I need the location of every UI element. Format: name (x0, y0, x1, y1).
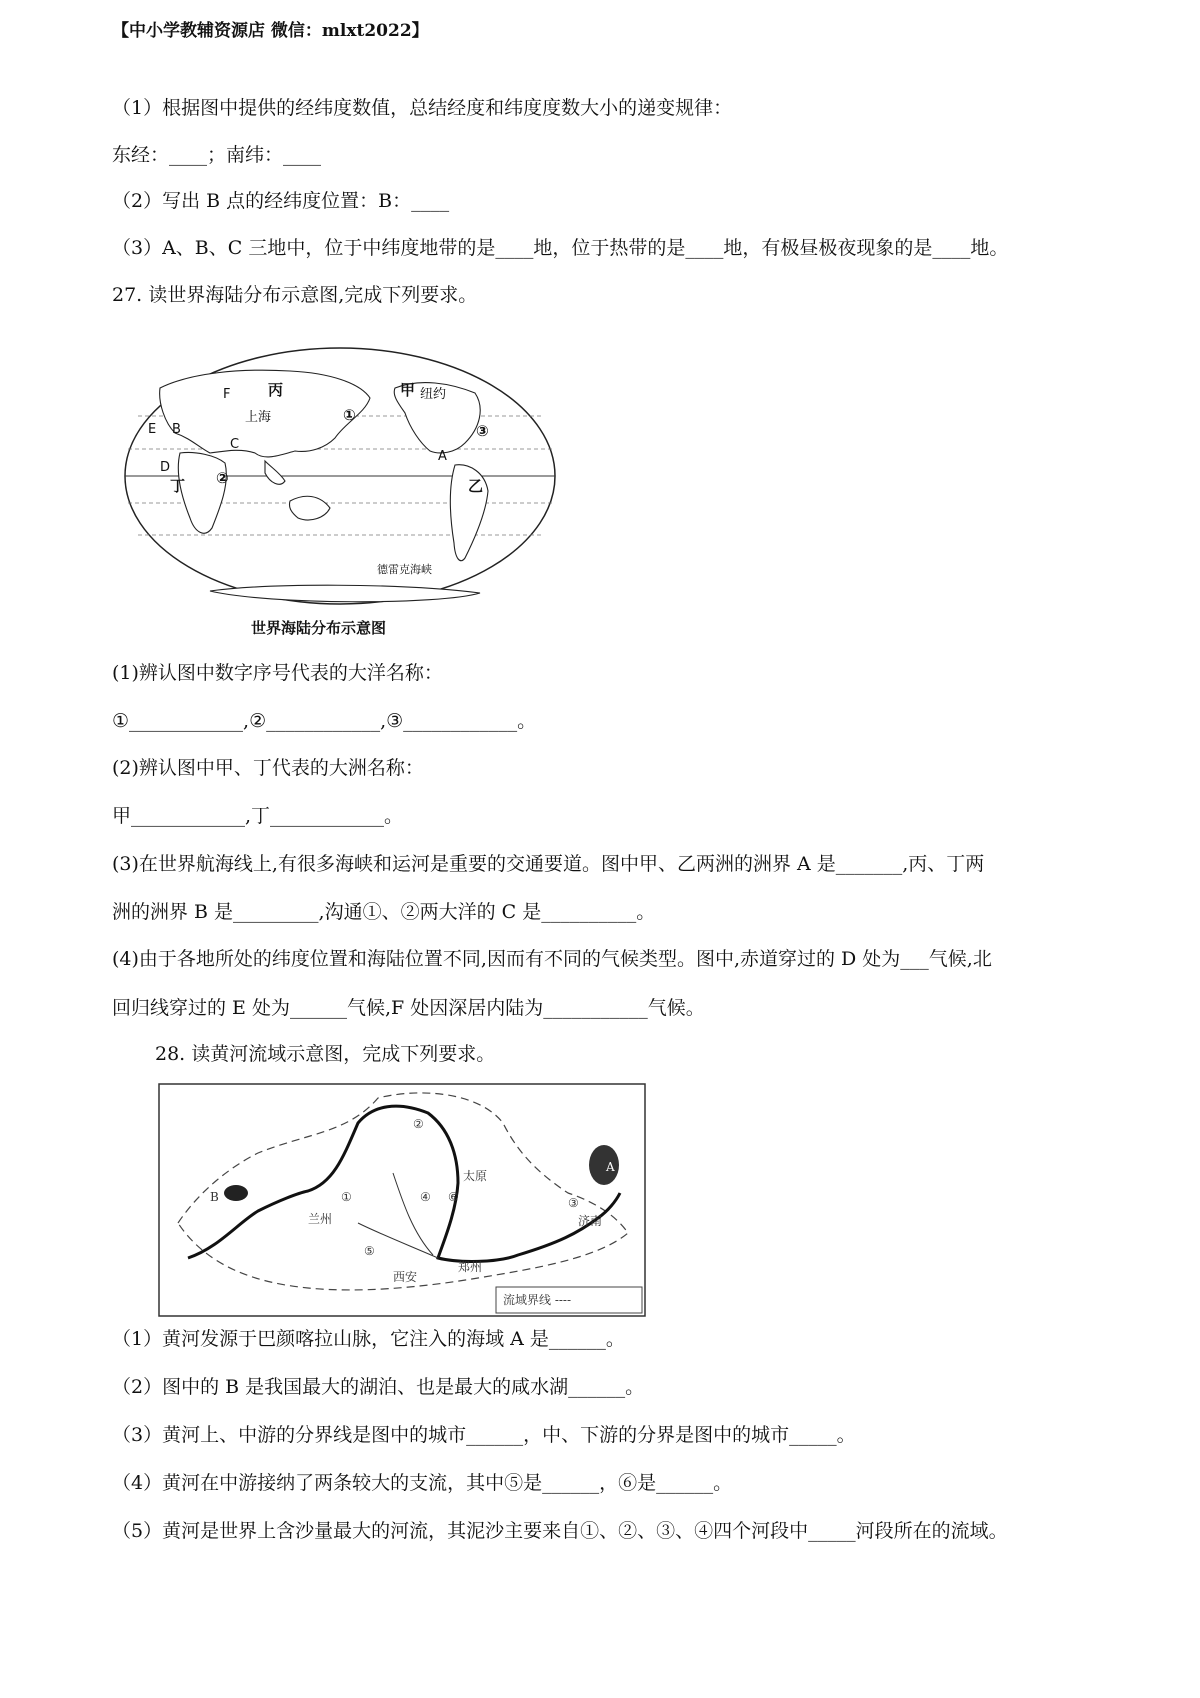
q27-part3-line2: 洲的洲界 B 是_________,沟通①、②两大洋的 C 是__________。 (112, 901, 656, 923)
label-bing: 丙 (268, 381, 284, 399)
q26-part1-blanks: 东经：____；南纬：____ (112, 144, 322, 166)
label-ding: 丁 (170, 477, 186, 495)
q28-part4: （4）黄河在中游接纳了两条较大的支流，其中⑤是______，⑥是______。 (112, 1472, 733, 1494)
label-ocean-2: ② (216, 469, 229, 487)
q27-part4-line1: (4)由于各地所处的纬度位置和海陆位置不同,因而有不同的气候类型。图中,赤道穿过的 D 处为___气候,北 (112, 948, 992, 970)
q27-part4-line2: 回归线穿过的 E 处为______气候,F 处因深居内陆为___________气候。 (112, 997, 705, 1019)
label-yi: 乙 (468, 477, 484, 495)
q26-part1: （1）根据图中提供的经纬度数值，总结经度和纬度度数大小的递变规律： (112, 97, 733, 119)
yellow-river-basin-map (158, 1083, 646, 1317)
q28-part3: （3）黄河上、中游的分界线是图中的城市______，中、下游的分界是图中的城市_____。 (112, 1424, 856, 1446)
q27-part2-blanks: 甲____________,丁____________。 (112, 805, 404, 827)
label-shanghai: 上海 (245, 410, 272, 425)
q26-part2: （2）写出 B 点的经纬度位置：B：____ (112, 190, 450, 212)
q28-part2: （2）图中的 B 是我国最大的湖泊、也是最大的咸水湖______。 (112, 1376, 645, 1398)
q27-part1: (1)辨认图中数字序号代表的大洋名称： (112, 662, 443, 684)
label-F: F (223, 387, 231, 402)
label-B: B (210, 1190, 219, 1204)
label-taiyuan: 太原 (463, 1169, 488, 1183)
source-header: 【中小学教辅资源店 微信：mlxt2022】 (112, 21, 429, 41)
label-drake-passage: 德雷克海峡 (377, 563, 432, 576)
q27-part3-line1: (3)在世界航海线上,有很多海峡和运河是重要的交通要道。图中甲、乙两洲的洲界 A 是_______,丙、丁两 (112, 853, 985, 875)
label-A: A (438, 449, 447, 464)
label-A: A (606, 1160, 615, 1174)
label-jinan: 济南 (578, 1214, 603, 1228)
label-ocean-1: ① (343, 406, 356, 424)
label-river-3: ③ (568, 1196, 579, 1210)
world-land-sea-map (120, 343, 560, 615)
q27-part2: (2)辨认图中甲、丁代表的大洲名称： (112, 757, 424, 779)
label-lanzhou: 兰州 (308, 1212, 333, 1226)
label-newyork: 纽约 (420, 387, 447, 402)
label-river-4: ④ (420, 1190, 431, 1204)
label-ocean-3: ③ (476, 422, 489, 440)
label-river-6: ⑥ (448, 1190, 459, 1204)
label-river-1: ① (341, 1190, 352, 1204)
q27-title: 27. 读世界海陆分布示意图,完成下列要求。 (112, 284, 478, 306)
label-jia: 甲 (400, 381, 416, 399)
continents (160, 370, 488, 602)
label-D: D (160, 460, 171, 475)
legend-label: 流域界线 ---- (503, 1293, 572, 1307)
q27-part1-blanks: ①____________,②____________,③____________。 (112, 710, 537, 732)
q28-part5: （5）黄河是世界上含沙量最大的河流，其泥沙主要来自①、②、③、④四个河段中_____河段所在的流域。 (112, 1520, 1008, 1542)
q28-title: 28. 读黄河流域示意图，完成下列要求。 (155, 1043, 496, 1065)
label-B: B (172, 422, 181, 437)
label-xian: 西安 (393, 1270, 418, 1284)
label-river-5: ⑤ (364, 1244, 375, 1258)
q26-part3: （3）A、B、C 三地中，位于中纬度地带的是____地，位于热带的是____地，有极昼极夜现象的是____地。 (112, 237, 1009, 259)
label-C: C (230, 437, 240, 452)
label-zhengzhou: 郑州 (458, 1260, 483, 1274)
label-river-2: ② (413, 1117, 424, 1131)
q28-part1: （1）黄河发源于巴颜喀拉山脉，它注入的海域 A 是______。 (112, 1328, 625, 1350)
label-E: E (148, 422, 157, 437)
lake-B (224, 1185, 248, 1201)
world-map-caption: 世界海陆分布示意图 (251, 619, 387, 637)
